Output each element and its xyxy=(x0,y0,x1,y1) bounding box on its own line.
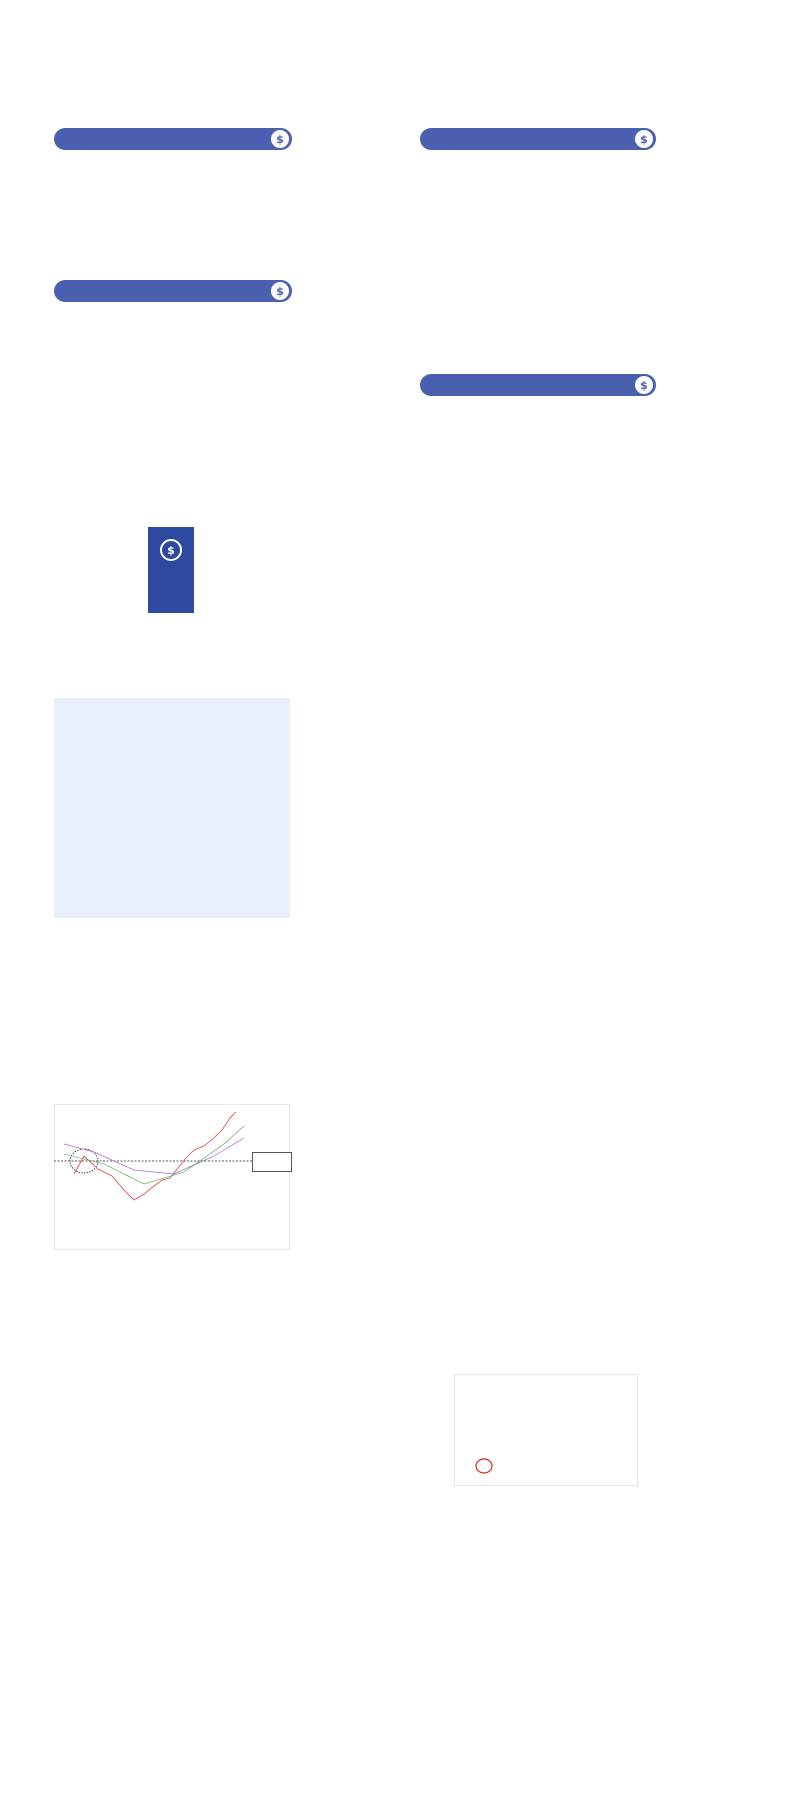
spread-18-19 xyxy=(0,1080,810,1796)
chapter3-banner[interactable] xyxy=(420,128,656,150)
toc-chapter4 xyxy=(420,374,656,396)
dollar-coin-icon: $ xyxy=(160,539,182,561)
section-badge xyxy=(148,527,194,613)
dollar-coin-icon: $ xyxy=(271,130,289,148)
dollar-coin-icon: $ xyxy=(635,376,653,394)
footer-left xyxy=(54,1762,62,1773)
dollar-coin-icon: $ xyxy=(635,130,653,148)
buy-price-callout xyxy=(252,1152,292,1172)
body-text-p18 xyxy=(54,1372,292,1389)
footer-right xyxy=(648,1012,656,1023)
dollar-coin-icon: $ xyxy=(271,282,289,300)
toc-chapter1 xyxy=(54,128,292,162)
stock-weekly-chart xyxy=(54,1104,290,1250)
definition-box xyxy=(54,698,290,918)
traffic-share-chart xyxy=(454,1374,638,1486)
chapter1-banner[interactable] xyxy=(54,128,292,150)
toc-chapter3 xyxy=(420,128,656,162)
spread-16-17 xyxy=(0,458,810,1048)
footer-right xyxy=(648,1762,656,1773)
chapter2-banner[interactable] xyxy=(54,280,292,302)
toc-chapter2 xyxy=(54,280,292,314)
footer-left xyxy=(54,1012,62,1023)
chapter4-banner[interactable] xyxy=(420,374,656,396)
